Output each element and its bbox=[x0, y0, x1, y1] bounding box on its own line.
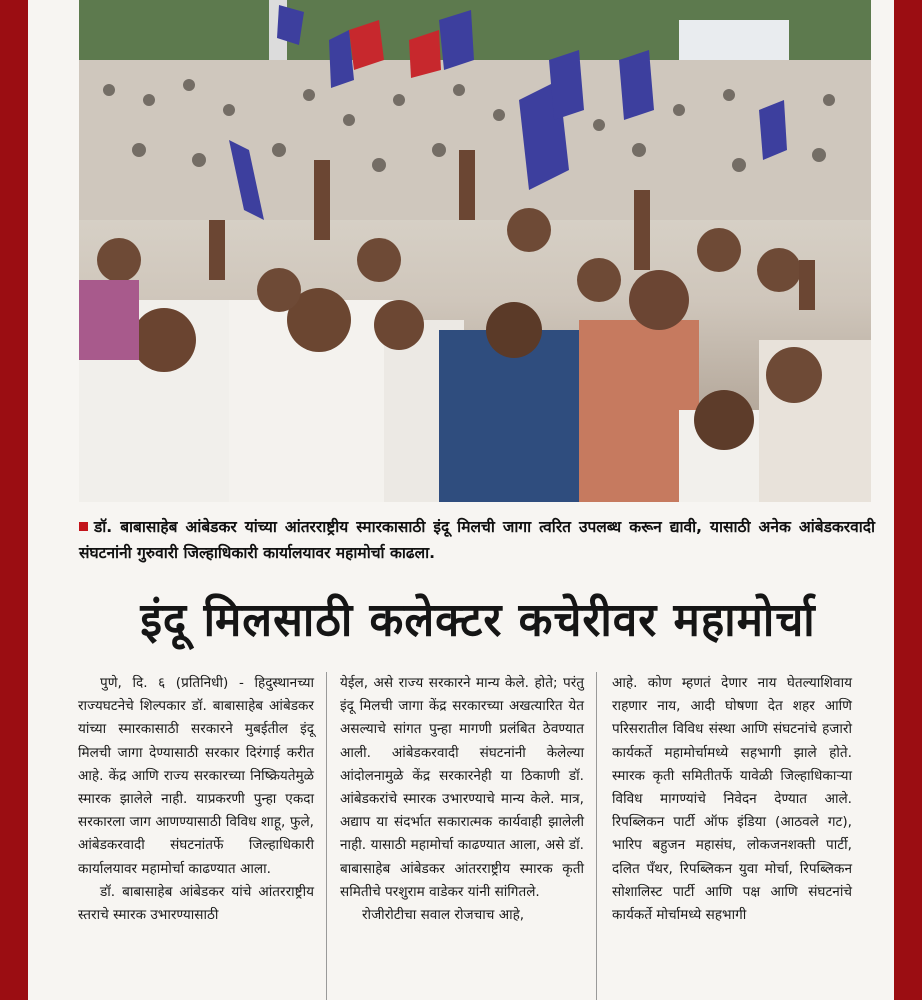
col3-paragraph-1: आहे. कोण म्हणतं देणार नाय घेतल्याशिवाय राहणार नाय, आदी घोषणा देत शहर आणि परिसरातील विविध संस्था आणि संघटनांचे हजारो कार्यकर्ते महामोर्चामध्ये सहभागी झाले होते. स्मारक कृती समितीतर्फे यावेळी जिल्हाधिकाऱ्या विविध मागण्यांचे निवेदन देण्यात आले. रिपब्लिकन पार्टी ऑफ इंडिया (आठवले गट), भारिप बहुजन महासंघ, लोकजनशक्ती पार्टी, दलित पँथर, रिपब्लिकन युवा मोर्चा, रिपब्लिकन सोशालिस्ट पार्टी आणि पक्ष आणि संघटनांचे कार्यकर्ते मोर्चामध्ये सहभागी bbox=[612, 675, 852, 924]
headline: इंदू मिलसाठी कलेक्टर कचेरीवर महामोर्चा bbox=[140, 593, 816, 648]
protest-photo bbox=[79, 0, 871, 502]
col1-paragraph-2: डॉ. बाबासाहेब आंबेडकर यांचे आंतरराष्ट्रीय स्तराचे स्मारक उभारण्यासाठी bbox=[78, 883, 314, 924]
col2-paragraph-2: रोजीरोटीचा सवाल रोजचाच आहे, bbox=[362, 907, 525, 924]
column-divider bbox=[326, 672, 327, 1000]
caption-text: डॉ. बाबासाहेब आंबेडकर यांच्या आंतरराष्ट्रीय स्मारकासाठी इंदू मिलची जागा त्वरित उपलब्ध करून द्यावी, यासाठी अनेक आंबेडकरवादी संघटनांनी गुरुवारी जिल्हाधिकारी कार्यालयावर महामोर्चा काढला. bbox=[79, 518, 875, 562]
article-column-3 bbox=[612, 672, 852, 927]
crowd-illustration bbox=[79, 0, 871, 502]
caption-bullet-icon bbox=[79, 522, 88, 531]
newspaper-page bbox=[28, 0, 894, 1000]
photo-caption bbox=[79, 514, 875, 566]
background-building bbox=[679, 20, 789, 65]
foreground-people bbox=[79, 208, 871, 502]
article-column-2 bbox=[340, 672, 584, 927]
article-column-1 bbox=[78, 672, 314, 927]
column-divider bbox=[596, 672, 597, 1000]
col2-paragraph-1: येईल, असे राज्य सरकारने मान्य केले. होते; परंतु इंदू मिलची जागा केंद्र सरकारच्या अखत्यारित येत असल्याचे सांगत पुन्हा मागणी प्रलंबित ठेवण्यात आली. आंबेडकरवादी संघटनांनी केलेल्या आंदोलनामुळे केंद्र सरकारनेही या ठिकाणी डॉ. आंबेडकरांचे स्मारक उभारण्याचे मान्य केले. मात्र, अद्याप या संदर्भात सकारात्मक कार्यवाही झालेली नाही. यासाठी महामोर्चा काढण्यात आला, असे डॉ. बाबासाहेब आंबेडकर आंतरराष्ट्रीय स्मारक कृती समितीचे परशुराम वाडेकर यांनी सांगितले. bbox=[340, 675, 584, 900]
col1-paragraph-1: पुणे, दि. ६ (प्रतिनिधी) - हिदुस्थानच्या राज्यघटनेचे शिल्पकार डॉ. बाबासाहेब आंबेडकर यांच्या स्मारकासाठी सरकारने मुबईतील इंदू मिलची जागा देण्यासाठी सरकार दिरंगाई करीत आहे. केंद्र आणि राज्य सरकारच्या निष्क्रियतेमुळे स्मारक झालेले नाही. याप्रकरणी पुन्हा एकदा सरकारला जाग आणण्यासाठी विविध शाहू, फुले, आंबेडकरवादी संघटनांतर्फे जिल्हाधिकारी कार्यालयावर महामोर्चा काढण्यात आला. bbox=[78, 675, 314, 877]
